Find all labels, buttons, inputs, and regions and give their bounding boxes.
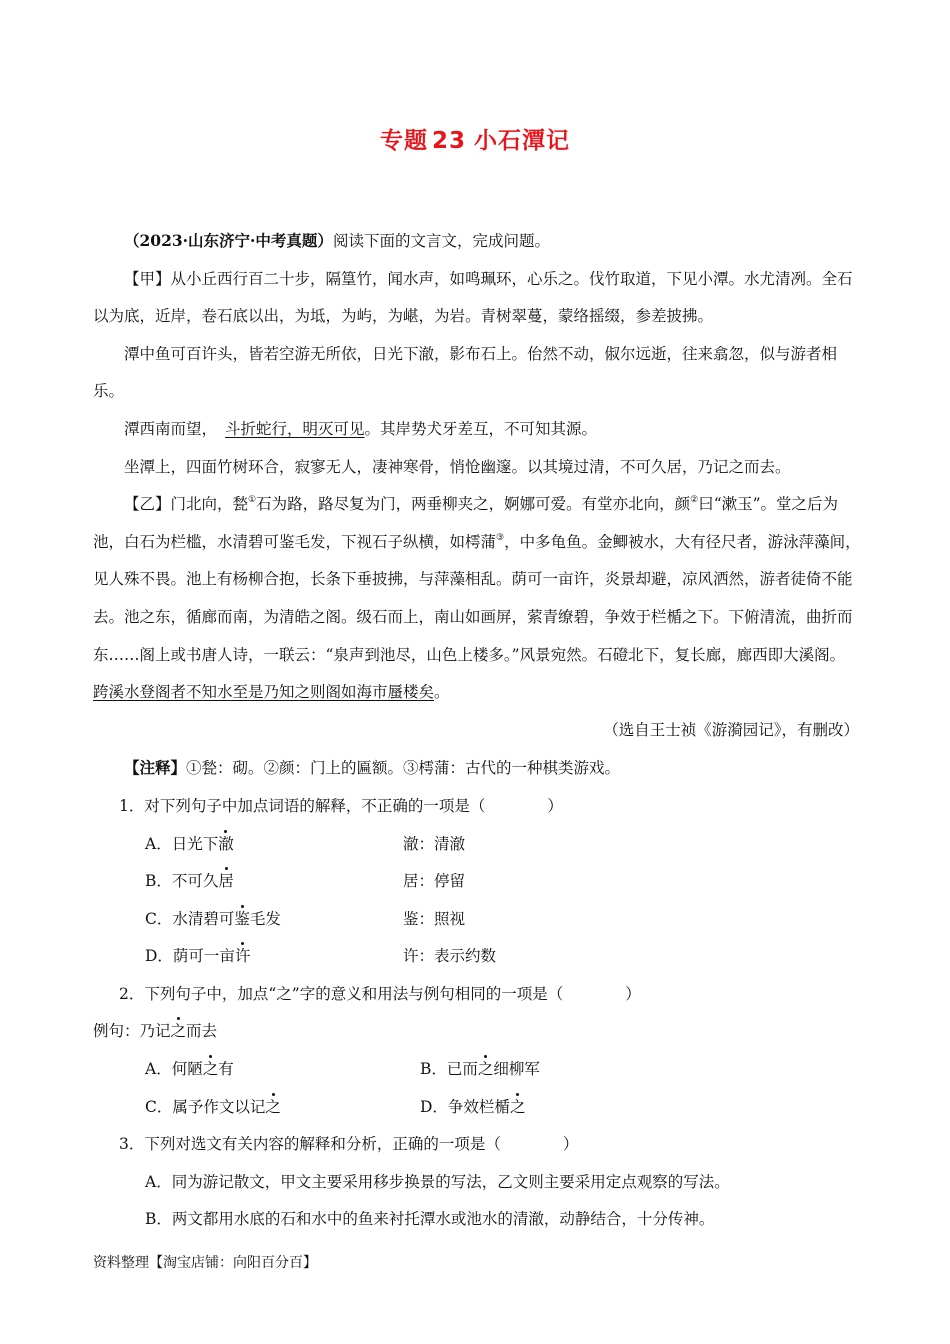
jia-paragraph-3	[93, 411, 863, 449]
title-text: 小石潭记	[474, 128, 570, 154]
q1-option-d	[93, 938, 863, 976]
q2-example	[93, 1013, 863, 1051]
yi-label: 【乙】	[124, 495, 171, 514]
dotted-word: 之	[265, 1089, 281, 1127]
q2-option-c	[145, 1089, 420, 1127]
q2-options-row-1	[93, 1051, 863, 1089]
dotted-word: 之	[478, 1051, 494, 1089]
notes-line	[93, 749, 863, 788]
question-3-stem: 3．下列对选文有关内容的解释和分析，正确的一项是（ ）	[119, 1135, 579, 1154]
q1-option-a	[93, 826, 863, 864]
q1-c-explanation: 鉴：照视	[403, 909, 466, 928]
yi-paragraph	[93, 486, 863, 712]
question-1-stem: 1．对下列句子中加点词语的解释，不正确的一项是（ ）	[119, 796, 563, 815]
notes-label: 【注释】	[124, 758, 187, 778]
q2-d-pre: D．争效栏楯	[420, 1097, 510, 1116]
dotted-word: 之	[510, 1089, 526, 1127]
yi-text-2: 石为路，路尽复为门，两垂柳夹之，婀娜可爱。有堂亦北向，颜	[256, 495, 691, 514]
q1-c-pre: C．水清碧可	[145, 909, 235, 928]
jia-text-1: 从小丘西行百二十步，隔篁竹，闻水声，如鸣珮环，心乐之。伐竹取道，下见小潭。水尤清冽。全石以为底，近岸，卷石底以出，为坻，为屿，为嵁，为岩。青树翠蔓，蒙络摇缀，参差披拂。	[93, 269, 853, 326]
dotted-word: 之	[203, 1051, 219, 1089]
question-2-stem: 2．下列句子中，加点“之”字的意义和用法与例句相同的一项是（ ）	[119, 984, 641, 1003]
q3-option-a: A．同为游记散文，甲文主要采用移步换景的写法，乙文则主要采用定点观察的写法。	[145, 1172, 730, 1191]
q2-example-pre: 例句：乃记	[93, 1022, 171, 1041]
dotted-word: 澈	[218, 826, 234, 864]
notes-text: ①甃：砌。②颜：门上的匾额。③樗蒲：古代的一种棋类游戏。	[186, 759, 621, 778]
dotted-word: 居	[218, 863, 234, 901]
dotted-word: 许	[235, 938, 251, 976]
q1-a-explanation: 澈：清澈	[403, 834, 466, 853]
yi-text-1: 门北向，甃	[170, 495, 249, 514]
title-prefix: 专题	[379, 128, 428, 154]
q2-option-b	[420, 1051, 540, 1089]
underlined-sentence-yi: 跨溪水登阁者不知水至是乃知之则阁如海市蜃楼矣	[93, 683, 435, 702]
q1-c-post: 毛发	[249, 909, 281, 928]
q1-option-b	[93, 863, 863, 901]
underlined-sentence-jia: 斗折蛇行，明灭可见	[225, 419, 365, 438]
yi-text-end: 。	[434, 683, 450, 702]
jia-text-3-pre: 潭西南而望，	[124, 419, 218, 438]
q1-b-explanation: 居：停留	[403, 872, 466, 891]
q1-a-pre: A．日光下	[145, 834, 219, 853]
q2-options-row-2	[93, 1089, 863, 1127]
jia-paragraph-4	[93, 449, 863, 487]
q2-option-a	[145, 1051, 420, 1089]
jia-paragraph-1	[93, 261, 863, 336]
q2-b-pre: B．已而	[420, 1060, 478, 1079]
instruction: 阅读下面的文言文，完成问题。	[332, 232, 550, 250]
q1-option-c	[93, 901, 863, 939]
note-ref-3: ③	[496, 532, 505, 543]
note-ref-2: ②	[690, 495, 699, 506]
jia-text-2: 潭中鱼可百许头，皆若空游无所依，日光下澈，影布石上。佁然不动，俶尔远逝，往来翕忽，似与游者相乐。	[93, 344, 838, 401]
q1-d-pre: D．荫可一亩	[145, 947, 235, 966]
source-citation: （选自王士祯《游漪园记》，有删改）	[603, 720, 859, 739]
q1-b-pre: B．不可久	[145, 872, 219, 891]
q2-option-d	[420, 1089, 525, 1127]
dotted-word: 鉴	[234, 901, 250, 939]
title-number: 23	[431, 128, 466, 154]
jia-text-4: 坐潭上，四面竹树环合，寂寥无人，凄神寒骨，悄怆幽邃。以其境过清，不可久居，乃记之而去。	[124, 457, 791, 476]
yi-text-4: ，中多龟鱼。金鲫被水，大有径尺者，游泳萍藻间，见人殊不畏。池上有杨柳合抱，长条下垂披拂，与萍藻相乱。荫可一亩许，炎景却避，凉风洒然，游者徒倚不能去。池之东，循廊而南，为清皓之阁。级石而上，南山如画屏，萦青缭碧，争效于栏楯之下。下俯清流，曲折而东……阁上或书唐人诗，一联云：“泉声到池尽，山色上楼多。”风景宛然。石磴北下，复长廊，廊西即大溪阁。	[93, 532, 861, 664]
q2-a-post: 有	[218, 1060, 234, 1079]
jia-paragraph-2	[93, 336, 863, 411]
q1-d-explanation: 许：表示约数	[403, 947, 497, 966]
q2-a-pre: A．何陋	[145, 1060, 203, 1079]
q2-b-post: 细柳军	[493, 1060, 540, 1079]
jia-label: 【甲】	[124, 269, 171, 288]
q2-c-pre: C．属予作文以记	[145, 1097, 266, 1116]
q3-option-b: B．两文都用水底的石和水中的鱼来衬托潭水或池水的清澈，动静结合，十分传神。	[145, 1210, 715, 1229]
footer-note: 资料整理【淘宝店铺：向阳百分百】	[93, 1255, 317, 1271]
yi-text-3: 曰“漱玉”。堂之后为池，白石为栏槛，水清碧可鉴毛发，下视石子纵横，如樗蒲	[93, 495, 839, 551]
page-title	[0, 122, 950, 155]
document-body	[93, 222, 863, 1239]
q2-example-post: 而去	[186, 1022, 218, 1041]
source-tag: （2023·山东济宁·中考真题）	[124, 231, 333, 250]
jia-text-3-post: 。其岸势犬牙差互，不可知其源。	[364, 419, 598, 438]
dotted-word: 之	[171, 1013, 187, 1051]
note-ref-1: ①	[248, 495, 257, 506]
intro-line	[93, 222, 863, 261]
